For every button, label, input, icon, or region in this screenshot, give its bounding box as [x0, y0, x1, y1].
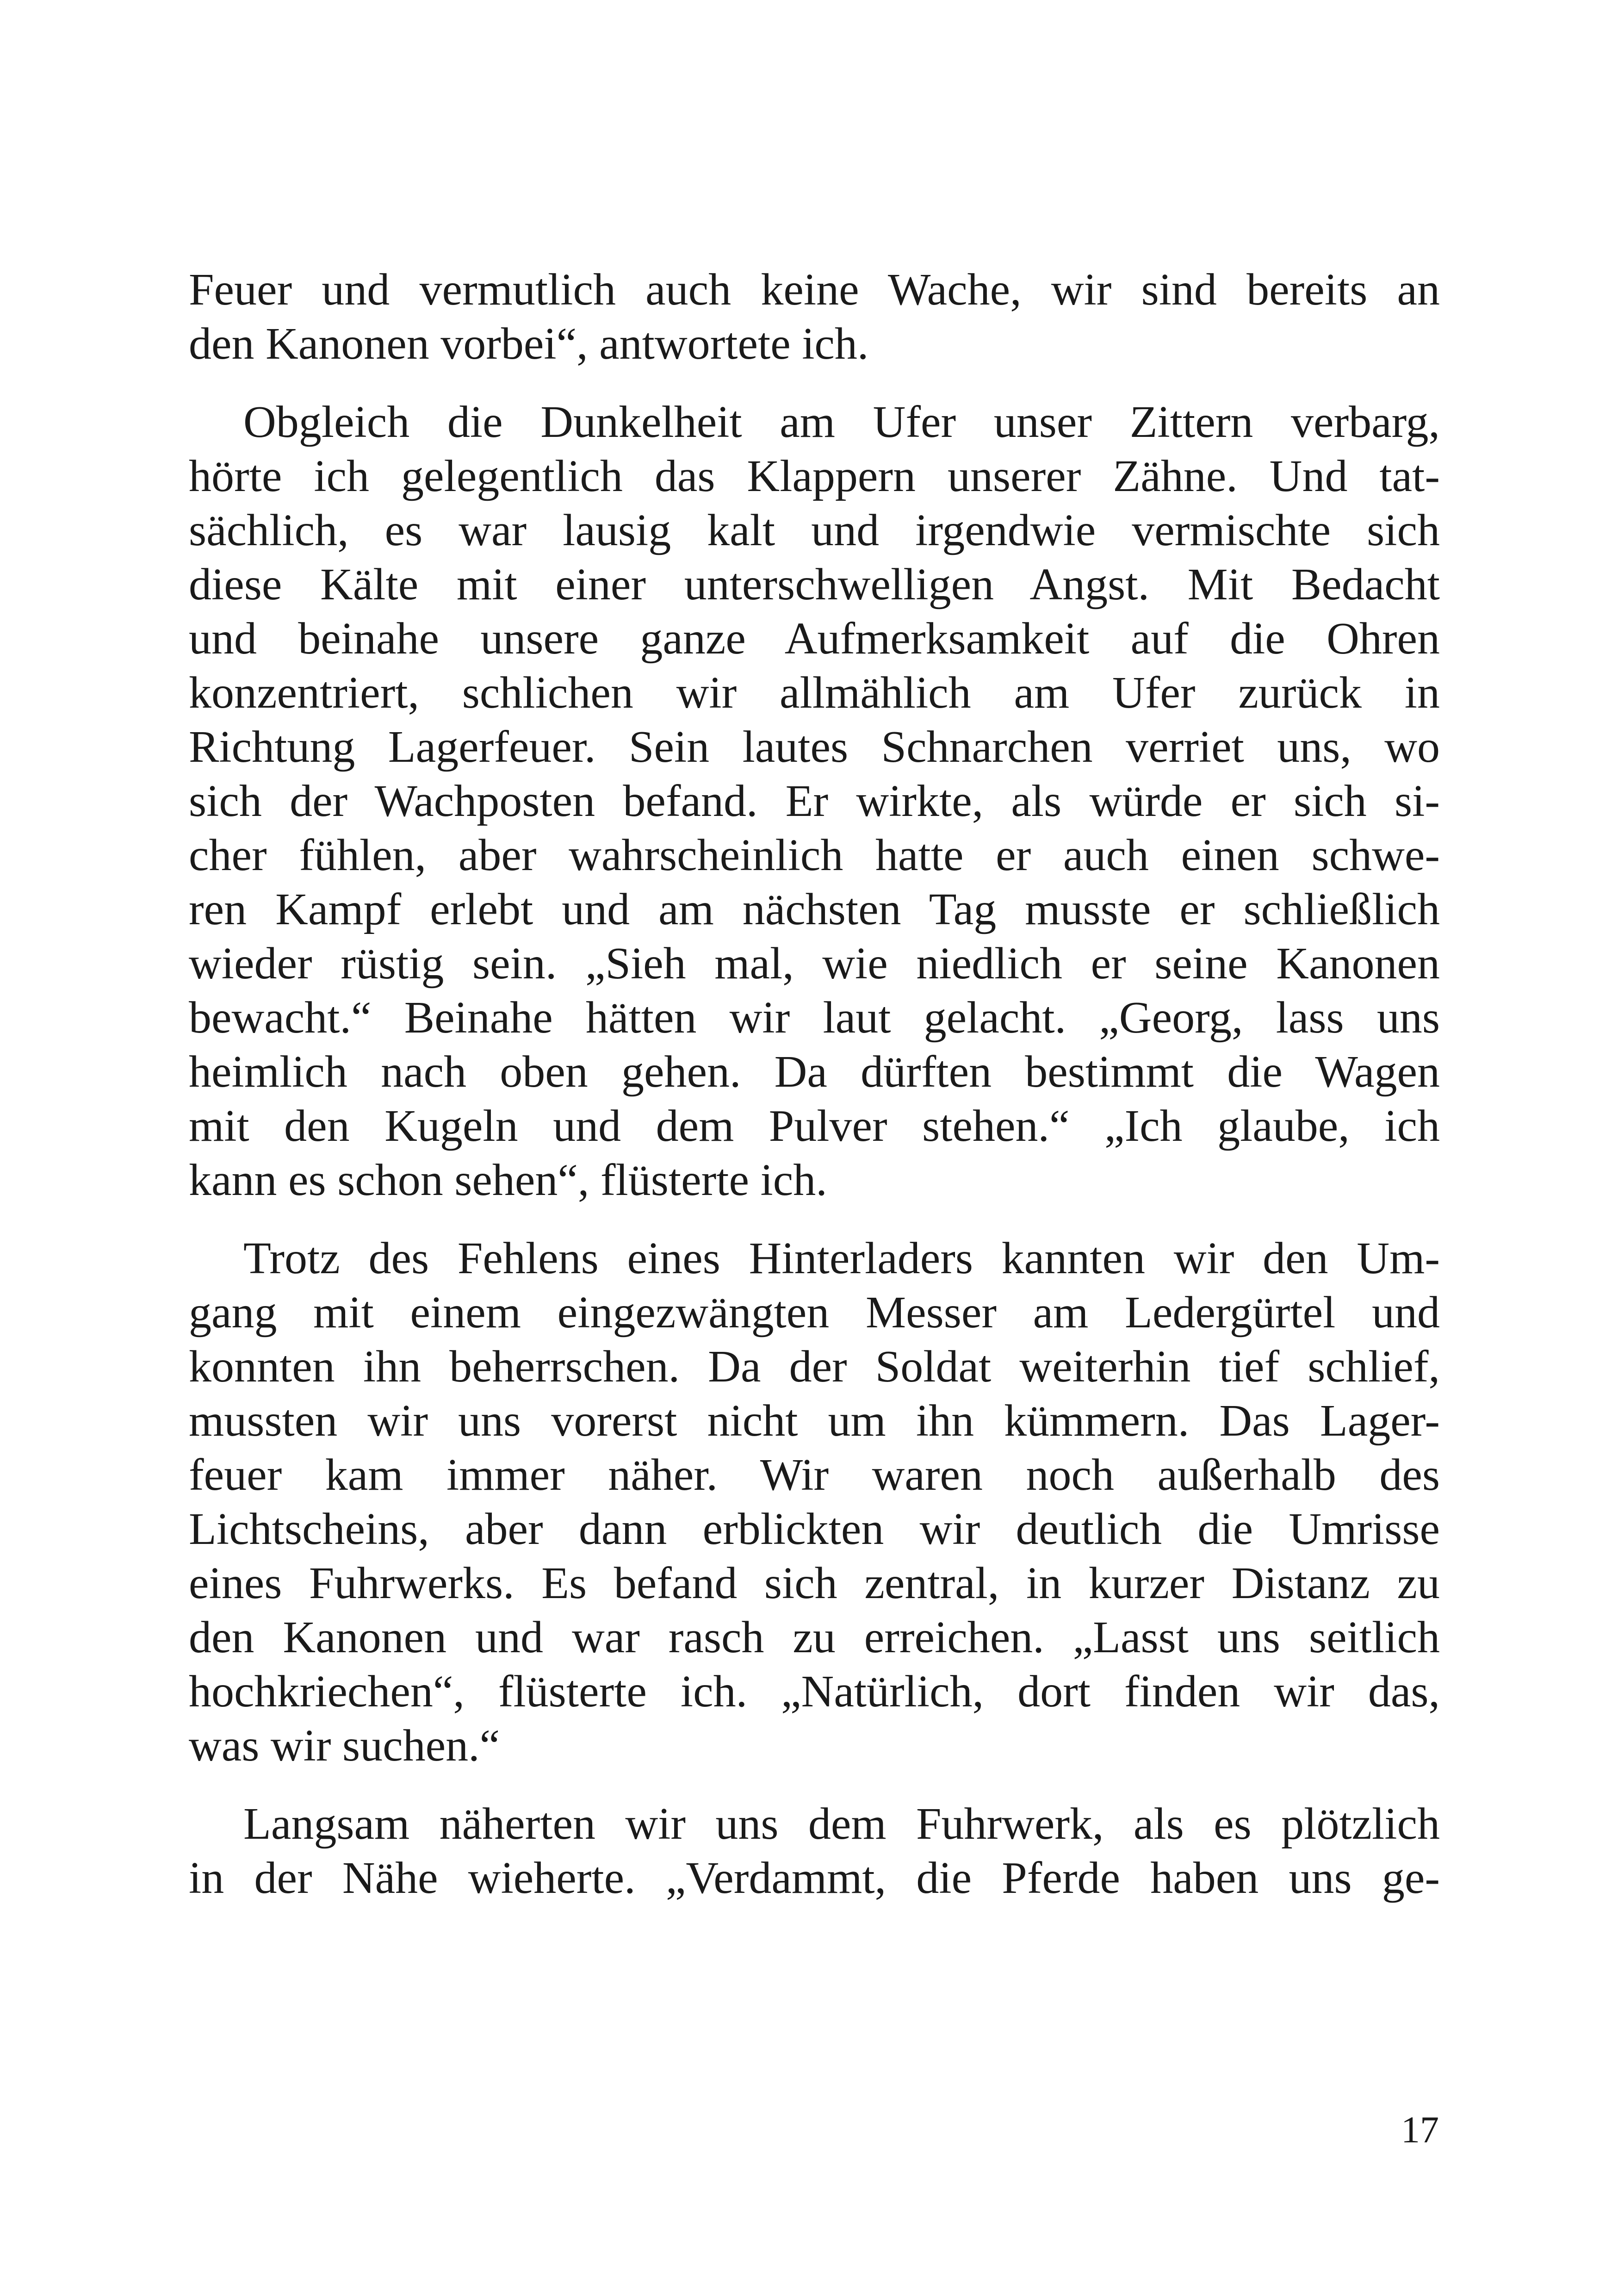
text-line: den Kanonen vorbei“, antwortete ich. — [189, 319, 869, 369]
text-line: eines Fuhrwerks. Es befand sich zentral, in kurzer Distanz zu — [189, 1558, 1440, 1608]
body-text — [189, 263, 1440, 1905]
text-line: Trotz des Fehlens eines Hinterladers kannten wir den Um- — [243, 1233, 1440, 1283]
text-line: was wir suchen.“ — [189, 1721, 500, 1771]
text-line: Feuer und vermutlich auch keine Wache, wir sind bereits an — [189, 265, 1440, 315]
text-line: cher fühlen, aber wahrscheinlich hatte er auch einen schwe- — [189, 830, 1440, 880]
text-line: diese Kälte mit einer unterschwelligen Angst. Mit Bedacht — [189, 560, 1440, 610]
text-line: in der Nähe wieherte. „Verdammt, die Pferde haben uns ge- — [189, 1853, 1440, 1903]
text-line: heimlich nach oben gehen. Da dürften bestimmt die Wagen — [189, 1047, 1440, 1097]
page-number: 17 — [1401, 2109, 1439, 2151]
paragraph-2 — [189, 395, 1440, 1207]
text-line: Langsam näherten wir uns dem Fuhrwerk, als es plötzlich — [243, 1799, 1440, 1849]
text-line: konzentriert, schlichen wir allmählich am Ufer zurück in — [189, 668, 1440, 718]
text-line: konnten ihn beherrschen. Da der Soldat weiterhin tief schlief, — [189, 1342, 1440, 1392]
text-line: hörte ich gelegentlich das Klappern unserer Zähne. Und tat- — [189, 451, 1440, 501]
text-line: und beinahe unsere ganze Aufmerksamkeit auf die Ohren — [189, 614, 1440, 664]
text-line: sächlich, es war lausig kalt und irgendwie vermischte sich — [189, 505, 1440, 555]
paragraph-4 — [189, 1797, 1440, 1905]
text-line: mit den Kugeln und dem Pulver stehen.“ „Ich glaube, ich — [189, 1101, 1440, 1151]
paragraph-3 — [189, 1232, 1440, 1773]
text-line: den Kanonen und war rasch zu erreichen. „Lasst uns seitlich — [189, 1612, 1440, 1662]
text-line: Lichtscheins, aber dann erblickten wir deutlich die Umrisse — [189, 1504, 1440, 1554]
paragraph-1 — [189, 263, 1440, 371]
text-line: gang mit einem eingezwängten Messer am Ledergürtel und — [189, 1288, 1440, 1338]
text-line: wieder rüstig sein. „Sieh mal, wie niedlich er seine Kanonen — [189, 939, 1440, 989]
text-line: bewacht.“ Beinahe hätten wir laut gelacht. „Georg, lass uns — [189, 993, 1440, 1043]
text-line: Richtung Lagerfeuer. Sein lautes Schnarchen verriet uns, wo — [189, 722, 1440, 772]
text-line: kann es schon sehen“, flüsterte ich. — [189, 1155, 827, 1205]
text-line: hochkriechen“, flüsterte ich. „Natürlich, dort finden wir das, — [189, 1667, 1440, 1717]
text-line: ren Kampf erlebt und am nächsten Tag musste er schließlich — [189, 884, 1440, 934]
text-line: Obgleich die Dunkelheit am Ufer unser Zittern verbarg, — [243, 397, 1440, 447]
text-line: mussten wir uns vorerst nicht um ihn kümmern. Das Lager- — [189, 1396, 1440, 1446]
text-line: sich der Wachposten befand. Er wirkte, als würde er sich si- — [189, 776, 1440, 826]
text-line: feuer kam immer näher. Wir waren noch außerhalb des — [189, 1450, 1440, 1500]
